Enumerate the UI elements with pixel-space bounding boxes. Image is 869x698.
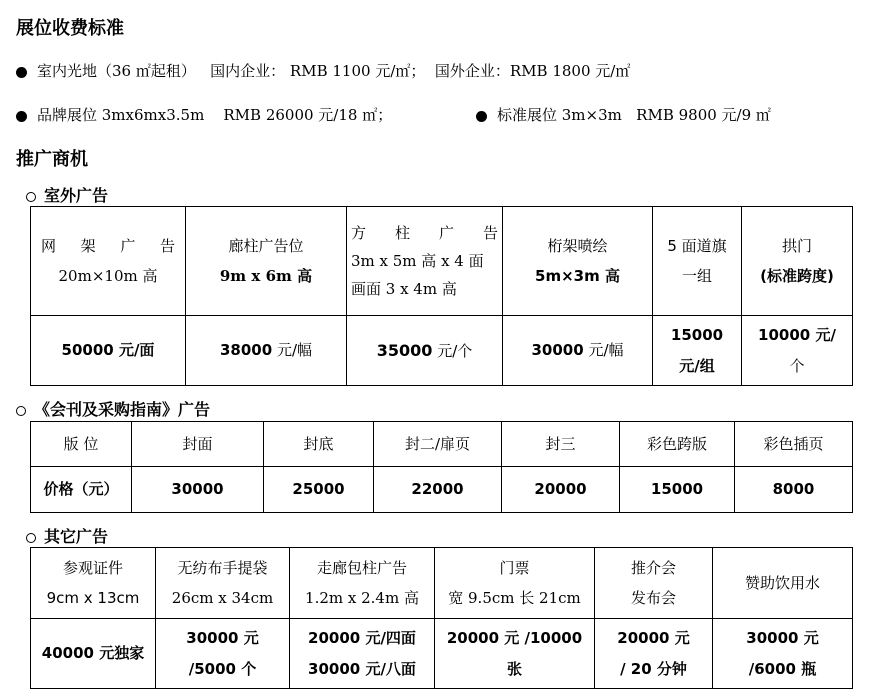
promo-title: 推广商机 (16, 149, 88, 170)
header-line: 方 柱 广 告 (351, 223, 498, 242)
header-line: 桁架喷绘 (547, 236, 608, 255)
price-number: 50000 (61, 341, 114, 360)
price-number: 35000 (376, 340, 433, 360)
other-header-cell (31, 548, 156, 619)
header-line: 无纺布手提袋 (177, 558, 268, 577)
guide-price-cell: 15000 (620, 467, 735, 513)
bullet-icon (16, 111, 27, 122)
outdoor-price-cell (31, 316, 186, 386)
guide-price-cell: 20000 (502, 467, 620, 513)
price-line: 10000 元/ (758, 326, 836, 345)
circle-icon (16, 406, 26, 416)
price-line: 20000 元 /10000 (446, 629, 583, 648)
other-title (26, 524, 108, 547)
header-line: 门票 (499, 558, 530, 577)
header-line: 3m x 5m 高 x 4 面 (351, 251, 484, 270)
header-line: 画面 3 x 4m 高 (351, 280, 457, 299)
other-price-cell (156, 619, 290, 689)
outdoor-table (30, 206, 853, 386)
header-line: (标准跨度) (760, 267, 834, 285)
price-unit: 元/幅 (272, 341, 312, 360)
outdoor-header-cell (742, 207, 853, 316)
header-line: 网 架 广 告 (41, 236, 175, 255)
header-line: 走廊包柱广告 (316, 558, 407, 577)
price-line: 30000 元 (186, 629, 259, 648)
header-line: 5m×3m 高 (535, 267, 620, 285)
header-line: 参观证件 (62, 558, 123, 577)
fees-line-1-text: 室内光地（36 ㎡起租） 国内企业： RMB 1100 元/㎡； 国外企业：RMB 1800 元/㎡ (37, 62, 631, 80)
outdoor-price-cell (742, 316, 853, 386)
price-line: 30000 元/八面 (308, 659, 416, 678)
header-line: 发布会 (630, 589, 676, 607)
guide-price-row (31, 467, 853, 513)
guide-header-cell: 版 位 (31, 422, 132, 467)
outdoor-header-cell (186, 207, 347, 316)
other-price-cell (290, 619, 435, 689)
guide-header-cell: 封三 (502, 422, 620, 467)
price-line: /5000 个 (188, 659, 257, 678)
price-line: 20000 元/四面 (308, 629, 416, 648)
fees-line-2a (16, 104, 392, 125)
header-line: 26cm x 34cm (171, 589, 274, 607)
other-header-cell (156, 548, 290, 619)
guide-header-cell: 彩色插页 (735, 422, 853, 467)
guide-title (16, 397, 210, 420)
guide-title-text: 《会刊及采购指南》广告 (34, 400, 211, 419)
header-line: 推介会 (630, 558, 676, 577)
bullet-icon (476, 111, 487, 122)
other-header-cell (435, 548, 595, 619)
other-header-row (31, 548, 853, 619)
guide-price-cell: 25000 (264, 467, 374, 513)
price-line: 15000 (670, 326, 724, 345)
other-header-cell (290, 548, 435, 619)
outdoor-header-cell (503, 207, 653, 316)
fees-line-2b-text: 标准展位 3m×3m RMB 9800 元/9 ㎡ (497, 106, 771, 124)
header-line: 5 面道旗 (667, 236, 727, 255)
bullet-icon (16, 67, 27, 78)
other-price-cell (435, 619, 595, 689)
header-line: 20m×10m 高 (58, 267, 158, 285)
price-unit: 元/面 (113, 341, 155, 360)
price-line: 20000 元 (617, 629, 690, 648)
other-title-text: 其它广告 (44, 527, 109, 546)
outdoor-title-text: 室外广告 (44, 186, 109, 205)
price-unit: 元/个 (432, 341, 473, 360)
circle-icon (26, 192, 36, 202)
fees-line-2b (476, 104, 771, 125)
price-line: / 20 分钟 (620, 659, 687, 678)
fees-line-1 (16, 60, 630, 81)
price-unit: 元/幅 (583, 341, 624, 360)
guide-price-cell: 30000 (132, 467, 264, 513)
outdoor-price-row (31, 316, 853, 386)
other-price-row (31, 619, 853, 689)
other-table (30, 547, 853, 689)
header-line: 拱门 (781, 236, 812, 255)
price-line: /6000 瓶 (748, 659, 817, 678)
other-header-cell (595, 548, 713, 619)
outdoor-price-cell (653, 316, 742, 386)
fees-title: 展位收费标准 (16, 18, 124, 39)
guide-header-cell: 封二/扉页 (374, 422, 502, 467)
price-line: 个 (789, 356, 805, 375)
guide-header-cell: 彩色跨版 (620, 422, 735, 467)
outdoor-price-cell (503, 316, 653, 386)
guide-row-label: 价格（元） (31, 467, 132, 513)
price-line: 40000 元独家 (41, 644, 145, 663)
other-price-cell (713, 619, 853, 689)
price-line: 元/组 (679, 356, 715, 375)
header-line: 赞助饮用水 (744, 573, 820, 592)
circle-icon (26, 533, 36, 543)
header-line: 一组 (681, 267, 712, 285)
other-header-cell (713, 548, 853, 619)
guide-header-cell: 封底 (264, 422, 374, 467)
header-line: 9cm x 13cm (46, 589, 140, 607)
guide-table (30, 421, 853, 513)
price-line: 张 (506, 659, 522, 678)
header-line: 廊柱广告位 (228, 236, 304, 255)
outdoor-header-cell (31, 207, 186, 316)
outdoor-header-cell (653, 207, 742, 316)
other-price-cell (31, 619, 156, 689)
guide-price-cell: 8000 (735, 467, 853, 513)
other-price-cell (595, 619, 713, 689)
header-line: 9m x 6m 高 (219, 267, 313, 285)
outdoor-header-cell (347, 207, 503, 316)
price-number: 30000 (531, 341, 584, 360)
guide-header-row (31, 422, 853, 467)
outdoor-price-cell (186, 316, 347, 386)
outdoor-header-row (31, 207, 853, 316)
header-line: 1.2m x 2.4m 高 (305, 589, 419, 607)
guide-header-cell: 封面 (132, 422, 264, 467)
header-line: 宽 9.5cm 长 21cm (448, 589, 581, 607)
fees-line-2a-text: 品牌展位 3mx6mx3.5m RMB 26000 元/18 ㎡； (37, 106, 393, 124)
price-number: 38000 (219, 341, 273, 360)
price-line: 30000 元 (746, 629, 819, 648)
outdoor-price-cell (347, 316, 503, 386)
guide-price-cell: 22000 (374, 467, 502, 513)
outdoor-title (26, 183, 108, 206)
